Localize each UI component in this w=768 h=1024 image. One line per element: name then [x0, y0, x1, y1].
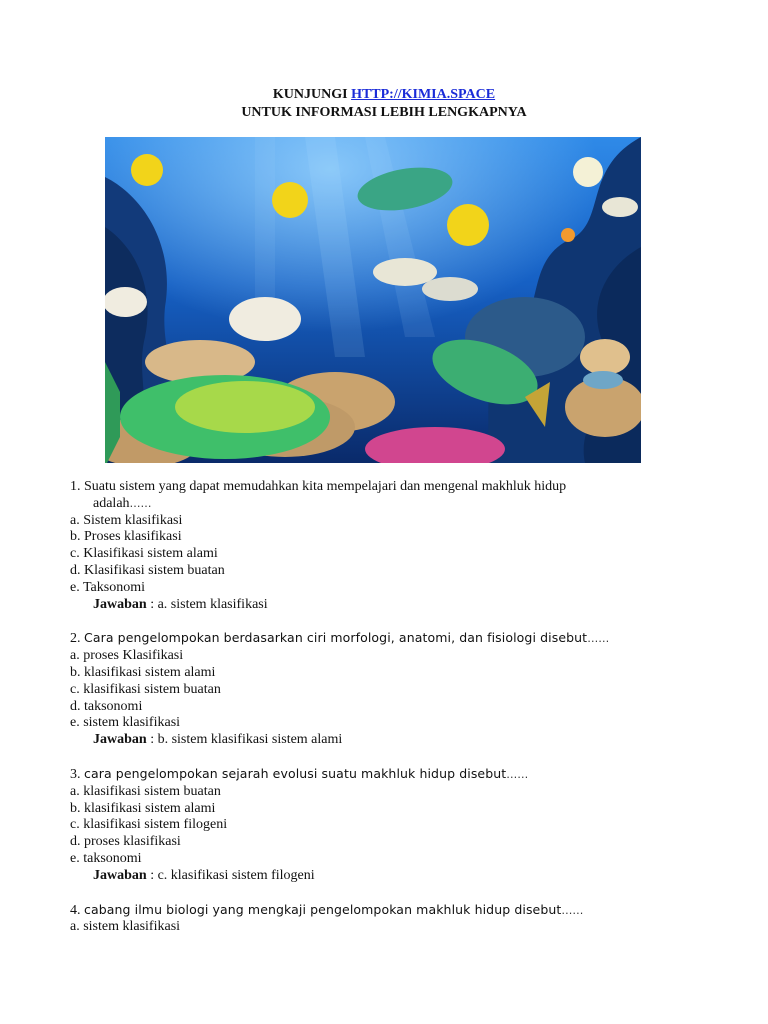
- question-2-answer-text: : b. sistem klasifikasi sistem alami: [146, 732, 343, 748]
- question-2-option-c: c. klasifikasi sistem buatan: [70, 681, 221, 697]
- question-1-number: 1.: [70, 479, 81, 494]
- coral-reef-illustration: [105, 137, 641, 463]
- question-4-stem: [70, 902, 710, 920]
- question-2: [70, 630, 710, 749]
- header-line-2: UNTUK INFORMASI LEBIH LENGKAPNYA: [241, 105, 527, 120]
- question-2-number: 2.: [70, 631, 81, 647]
- question-list: [70, 479, 710, 936]
- question-3-option-e: e. taksonomi: [70, 850, 142, 866]
- question-2-option-e: e. sistem klasifikasi: [70, 715, 181, 731]
- question-3-dots: ……: [506, 767, 529, 781]
- question-2-dots: ……: [587, 632, 610, 646]
- question-3-stem: [70, 766, 710, 784]
- question-1-dots: ……: [129, 496, 152, 510]
- question-1-answer-label: Jawaban: [93, 596, 147, 612]
- question-2-text: Cara pengelompokan berdasarkan ciri morfologi, anatomi, dan fisiologi disebut: [84, 630, 588, 646]
- question-4-text: cabang ilmu biologi yang mengkaji pengelompokan makhluk hidup disebut: [84, 901, 562, 917]
- question-1-option-d: d. Klasifikasi sistem buatan: [70, 562, 225, 578]
- question-3-answer: [70, 868, 710, 885]
- question-2-option-a: a. proses Klasifikasi: [70, 648, 184, 664]
- question-3-answer-label: Jawaban: [93, 867, 147, 883]
- question-4: [70, 902, 710, 937]
- page-header: [0, 86, 768, 122]
- question-1: [70, 479, 710, 613]
- question-3-option-d: d. proses klasifikasi: [70, 834, 181, 850]
- question-1-text-line2: adalah: [93, 495, 130, 511]
- question-3-number: 3.: [70, 766, 81, 782]
- question-2-answer: [70, 732, 710, 749]
- question-3-answer-text: : c. klasifikasi sistem filogeni: [146, 867, 315, 883]
- question-1-option-e: e. Taksonomi: [70, 579, 145, 595]
- question-4-dots: ……: [561, 903, 584, 917]
- coral-reef-photo: [105, 137, 641, 463]
- question-1-text-line1: Suatu sistem yang dapat memudahkan kita mempelajari dan mengenal makhluk hidup: [84, 479, 567, 494]
- header-line-1: [0, 86, 768, 104]
- question-2-stem: [70, 630, 710, 648]
- question-1-option-b: b. Proses klasifikasi: [70, 529, 182, 545]
- question-1-option-a: a. Sistem klasifikasi: [70, 512, 183, 528]
- question-4-number: 4.: [70, 902, 81, 918]
- question-3-option-b: b. klasifikasi sistem alami: [70, 800, 216, 816]
- question-3: [70, 766, 710, 885]
- kimia-space-link[interactable]: HTTP://KIMIA.SPACE: [351, 87, 496, 102]
- question-3-text: cara pengelompokan sejarah evolusi suatu makhluk hidup disebut: [84, 765, 507, 781]
- question-1-option-c: c. Klasifikasi sistem alami: [70, 546, 218, 562]
- question-1-answer-text: : a. sistem klasifikasi: [146, 596, 268, 612]
- question-2-option-d: d. taksonomi: [70, 698, 143, 714]
- question-1-answer: [70, 597, 710, 614]
- question-3-option-c: c. klasifikasi sistem filogeni: [70, 817, 228, 833]
- question-1-stem: [70, 479, 710, 513]
- question-3-option-a: a. klasifikasi sistem buatan: [70, 783, 221, 799]
- question-2-option-b: b. klasifikasi sistem alami: [70, 664, 216, 680]
- question-4-option-a: a. sistem klasifikasi: [70, 919, 181, 935]
- question-2-answer-label: Jawaban: [93, 732, 147, 748]
- header-prefix: KUNJUNGI: [272, 87, 352, 102]
